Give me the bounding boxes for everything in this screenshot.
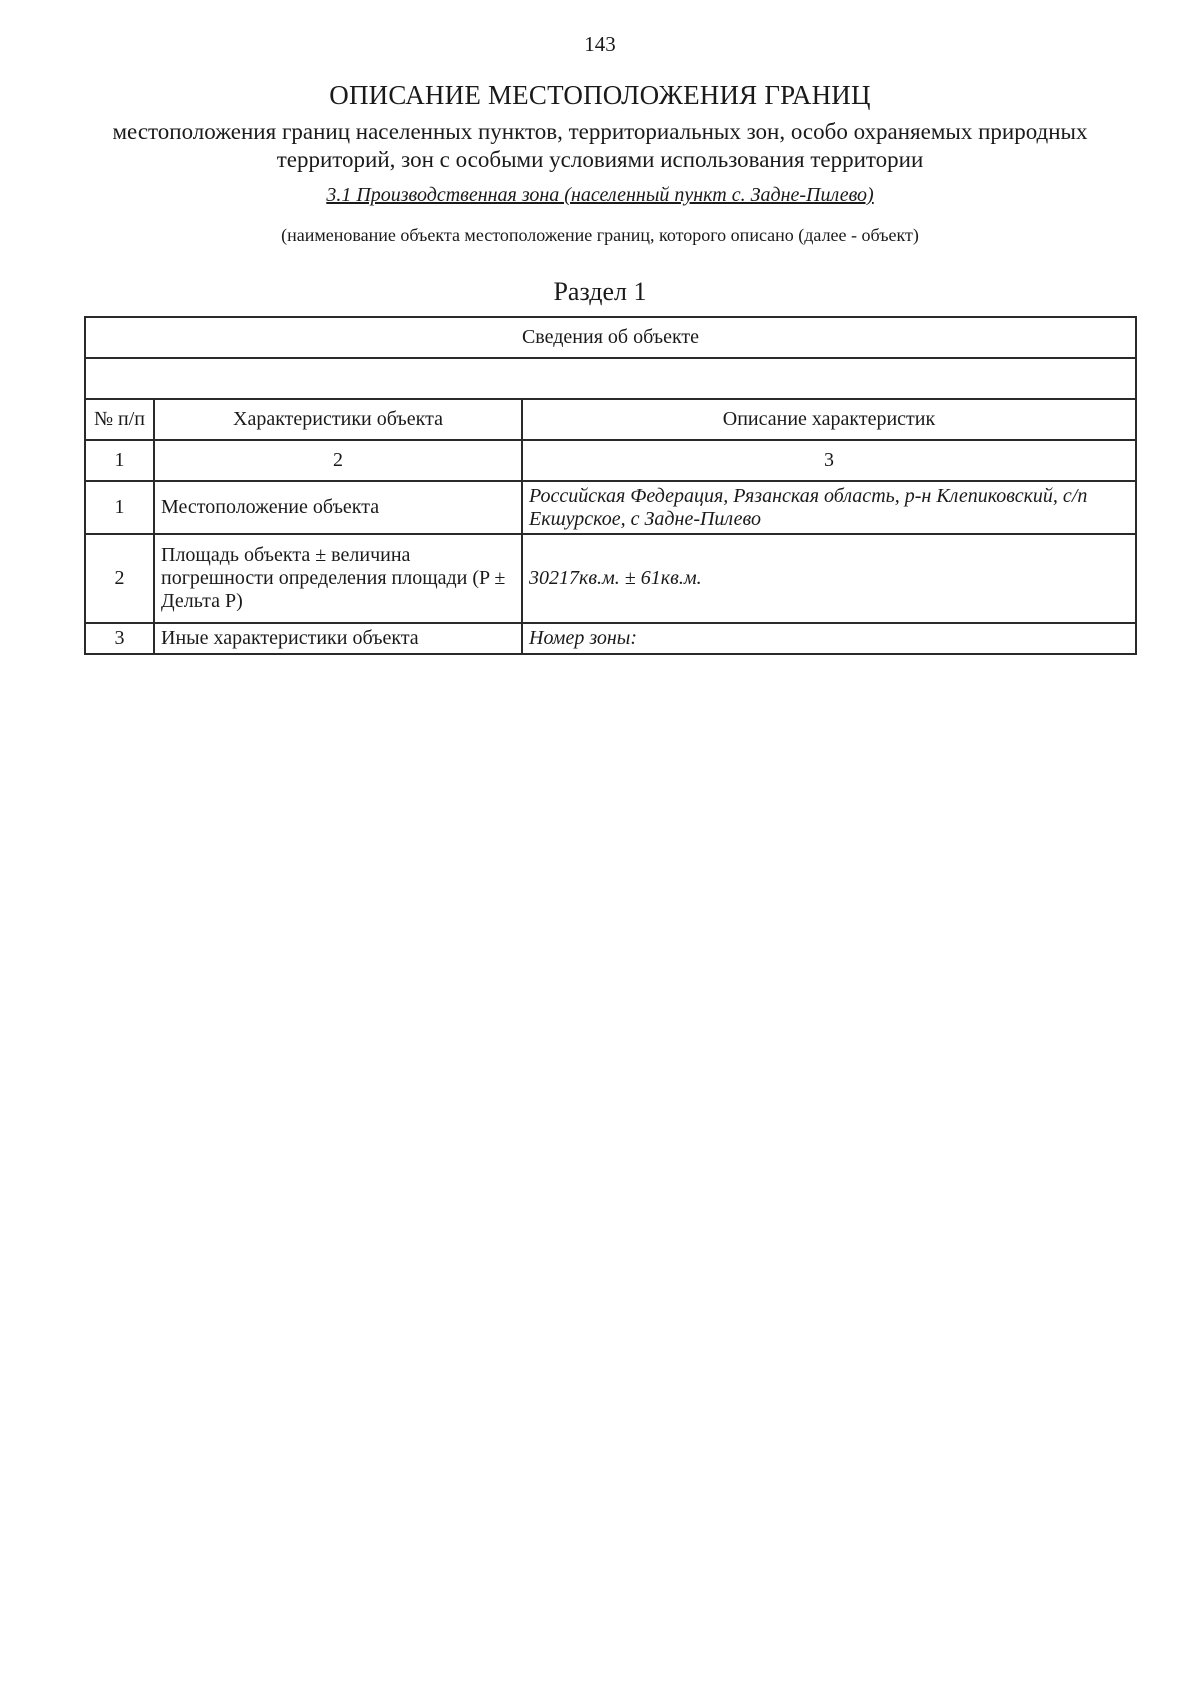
- table-empty-cell: [85, 358, 1136, 399]
- row-number: 2: [85, 534, 154, 623]
- table-row: [85, 623, 1136, 654]
- column-header-num: № п/п: [85, 399, 154, 440]
- table-header: Сведения об объекте: [85, 317, 1136, 358]
- row-description: Номер зоны:: [522, 623, 1136, 654]
- document-subtitle: местоположения границ населенных пунктов, территориальных зон, особо охраняемых природных территорий, зон с особыми условиями использования территории: [112, 119, 1088, 172]
- column-number-3: 3: [522, 440, 1136, 481]
- table-empty-row: [85, 358, 1136, 399]
- page-number: 143: [584, 32, 616, 56]
- object-info-table: [84, 316, 1137, 655]
- table-row: [85, 534, 1136, 623]
- table-row: [85, 481, 1136, 534]
- document-title: ОПИСАНИЕ МЕСТОПОЛОЖЕНИЯ ГРАНИЦ: [329, 80, 871, 110]
- row-description: Российская Федерация, Рязанская область, р-н Клепиковский, с/п Екшурское, с Задне-Пилево: [522, 481, 1136, 534]
- row-description: 30217кв.м. ± 61кв.м.: [522, 534, 1136, 623]
- column-number-2: 2: [154, 440, 522, 481]
- column-header-description: Описание характеристик: [522, 399, 1136, 440]
- table-column-headers: [85, 399, 1136, 440]
- column-header-characteristic: Характеристики объекта: [154, 399, 522, 440]
- object-name: 3.1 Производственная зона (населенный пункт с. Задне-Пилево): [326, 184, 874, 206]
- section-title: Раздел 1: [553, 277, 647, 306]
- table-header-row: [85, 317, 1136, 358]
- row-characteristic: Иные характеристики объекта: [154, 623, 522, 654]
- object-caption: (наименование объекта местоположение границ, которого описано (далее - объект): [281, 225, 919, 245]
- table-column-numbers: [85, 440, 1136, 481]
- row-number: 3: [85, 623, 154, 654]
- row-characteristic: Местоположение объекта: [154, 481, 522, 534]
- column-number-1: 1: [85, 440, 154, 481]
- row-characteristic: Площадь объекта ± величина погрешности определения площади (P ± Дельта P): [154, 534, 522, 623]
- row-number: 1: [85, 481, 154, 534]
